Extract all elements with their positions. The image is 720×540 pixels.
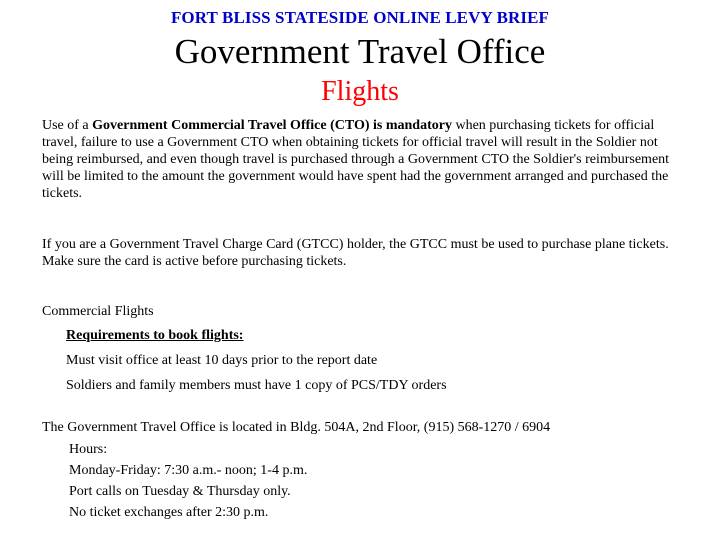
hours-item: No ticket exchanges after 2:30 p.m. xyxy=(69,505,269,520)
location-text: The Government Travel Office is located in Bldg. 504A, 2nd Floor, (915) 568-1270 / 6904 xyxy=(42,420,551,435)
hours-label: Hours: xyxy=(69,442,108,457)
commercial-flights-heading: Commercial Flights xyxy=(42,304,154,319)
cto-prefix: Use of a xyxy=(42,118,93,133)
requirement-item: Must visit office at least 10 days prior to the report date xyxy=(66,353,378,368)
gtcc-paragraph: If you are a Government Travel Charge Card (GTCC) holder, the GTCC must be used to purchase plane tickets. Make sure the card is active before purchasing tickets. xyxy=(42,237,669,269)
hours-item: Port calls on Tuesday & Thursday only. xyxy=(69,484,291,499)
top-header: FORT BLISS STATESIDE ONLINE LEVY BRIEF xyxy=(170,8,550,27)
requirements-heading: Requirements to book flights: xyxy=(66,328,244,343)
hours-item: Monday-Friday: 7:30 a.m.- noon; 1-4 p.m. xyxy=(69,463,308,478)
cto-rest: when purchasing tickets for official travel, failure to use a Government CTO when obtaining tickets for official travel will result in the Soldier not being reimbursed, and even though travel is purchased through a Government CTO the Soldier's reimbursement will be limited to the amount the government would have spent had the government arranged and purchased the tickets. xyxy=(42,118,670,201)
page-title: Government Travel Office xyxy=(174,32,546,71)
cto-paragraph xyxy=(42,117,687,202)
page-subtitle: Flights xyxy=(321,76,399,107)
requirement-item: Soldiers and family members must have 1 copy of PCS/TDY orders xyxy=(66,378,447,393)
cto-mandatory-bold: Government Commercial Travel Office (CTO) is mandatory xyxy=(92,118,452,133)
